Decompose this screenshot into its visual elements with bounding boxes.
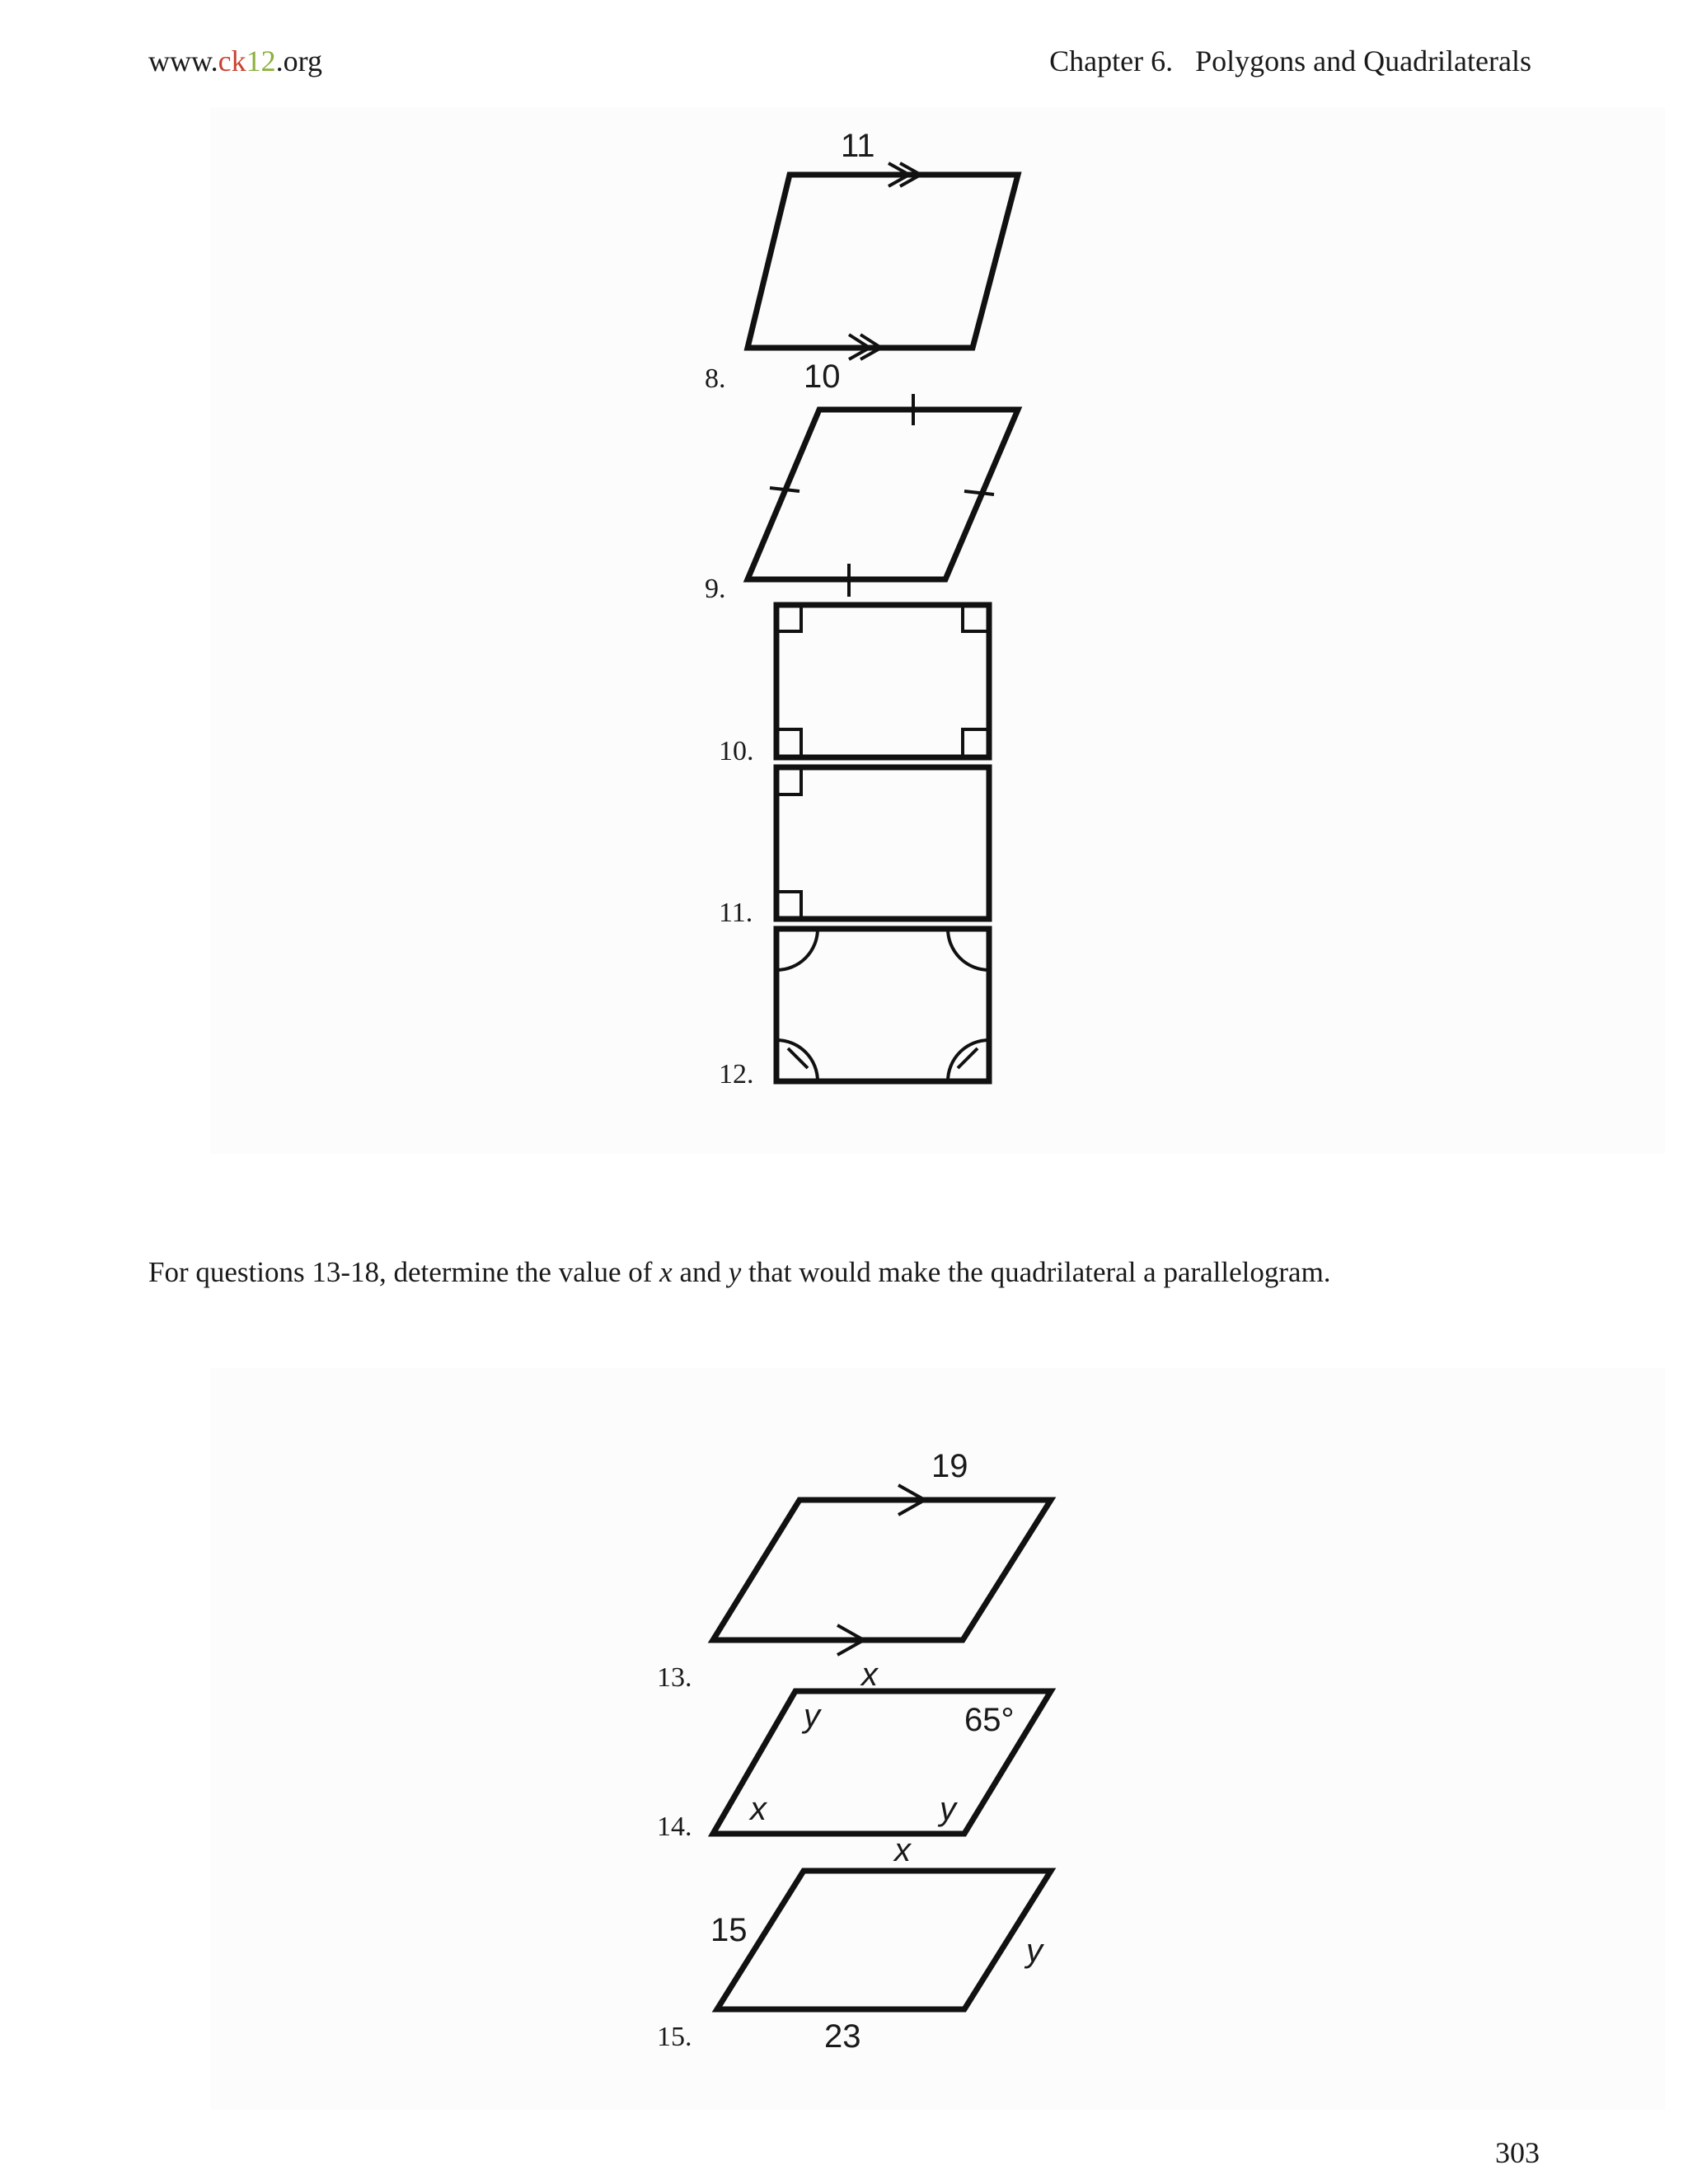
angle-x-bottom-left: x [750,1791,767,1827]
figure-number-13: 13. [657,1662,692,1693]
figure-number-8: 8. [705,363,726,394]
chapter-number: Chapter 6. [1049,45,1174,77]
label-x-13: x [861,1657,878,1693]
url-ck: ck [218,45,246,77]
question-suffix: that would make the quadrilateral a parallelogram. [741,1256,1331,1288]
label-23: 23 [824,2018,861,2055]
label-19: 19 [931,1448,968,1484]
question-middle: and [672,1256,729,1288]
figure-number-15: 15. [657,2022,692,2052]
label-x-14: x [894,1832,911,1868]
figure-number-11: 11. [719,898,753,928]
figure-number-14: 14. [657,1811,692,1842]
figure-number-9: 9. [705,574,726,604]
figure-number-12: 12. [719,1059,754,1090]
label-11: 11 [841,128,875,164]
figure-number-10: 10. [719,736,754,766]
chapter-title: Polygons and Quadrilaterals [1195,45,1531,77]
parallelogram-15 [717,1871,1051,2009]
url-suffix: .org [275,45,322,77]
url-prefix: www. [148,45,218,77]
label-10: 10 [804,359,841,395]
angle-65-top-right: 65° [964,1702,1015,1738]
label-y-15: y [1026,1933,1043,1969]
label-15: 15 [710,1912,748,1948]
question-var-x: x [659,1256,673,1288]
angle-y-bottom-right: y [940,1791,956,1827]
url-12: 12 [246,45,276,77]
angle-y-top-left: y [804,1698,820,1734]
question-var-y: y [728,1256,742,1288]
page-number: 303 [1495,2136,1540,2169]
question-prefix: For questions 13-18, determine the value of [148,1256,660,1288]
